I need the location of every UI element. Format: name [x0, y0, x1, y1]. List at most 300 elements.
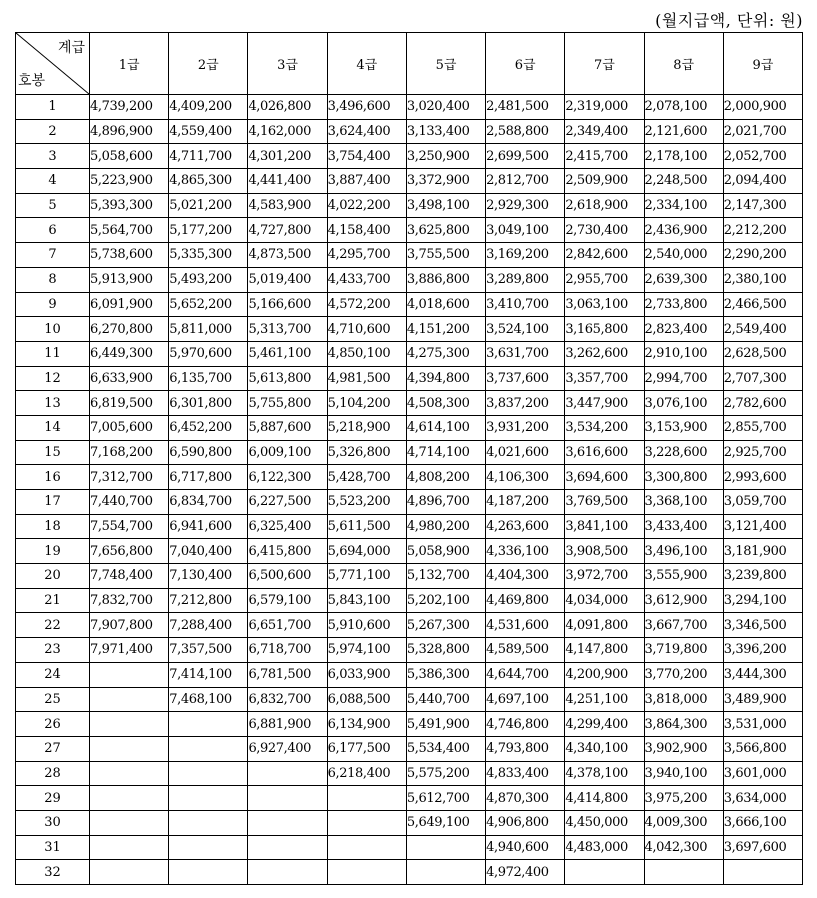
salary-cell: 3,396,200: [723, 638, 802, 663]
salary-cell: 4,187,200: [486, 490, 565, 515]
salary-cell: [565, 860, 644, 885]
step-cell: 13: [16, 391, 90, 416]
salary-cell: [327, 860, 406, 885]
salary-cell: 3,908,500: [565, 539, 644, 564]
step-cell: 8: [16, 267, 90, 292]
salary-cell: 2,993,600: [723, 465, 802, 490]
salary-cell: 3,624,400: [327, 119, 406, 144]
salary-cell: 4,508,300: [406, 391, 485, 416]
salary-cell: 3,534,200: [565, 415, 644, 440]
step-cell: 22: [16, 613, 90, 638]
salary-cell: 3,498,100: [406, 193, 485, 218]
salary-cell: 2,707,300: [723, 366, 802, 391]
step-cell: 11: [16, 341, 90, 366]
salary-cell: 5,843,100: [327, 588, 406, 613]
salary-cell: 5,491,900: [406, 712, 485, 737]
step-cell: 19: [16, 539, 90, 564]
salary-cell: 3,049,100: [486, 218, 565, 243]
salary-cell: [90, 687, 169, 712]
salary-cell: 3,346,500: [723, 613, 802, 638]
table-row: [16, 218, 803, 243]
salary-cell: 4,850,100: [327, 341, 406, 366]
salary-cell: [169, 761, 248, 786]
salary-cell: 6,301,800: [169, 391, 248, 416]
salary-cell: 4,394,800: [406, 366, 485, 391]
salary-cell: [90, 835, 169, 860]
salary-cell: 3,634,000: [723, 786, 802, 811]
salary-cell: 2,955,700: [565, 267, 644, 292]
table-row: [16, 613, 803, 638]
salary-cell: 3,737,600: [486, 366, 565, 391]
salary-cell: 6,834,700: [169, 490, 248, 515]
table-row: [16, 366, 803, 391]
salary-cell: 3,666,100: [723, 810, 802, 835]
table-row: [16, 391, 803, 416]
salary-cell: 6,452,200: [169, 415, 248, 440]
salary-cell: 3,818,000: [644, 687, 723, 712]
salary-cell: 3,357,700: [565, 366, 644, 391]
salary-cell: 6,941,600: [169, 514, 248, 539]
table-row: [16, 267, 803, 292]
salary-cell: 4,414,800: [565, 786, 644, 811]
salary-cell: 2,588,800: [486, 119, 565, 144]
salary-cell: 4,018,600: [406, 292, 485, 317]
salary-cell: 7,832,700: [90, 588, 169, 613]
salary-cell: 2,248,500: [644, 169, 723, 194]
salary-cell: 4,644,700: [486, 662, 565, 687]
salary-cell: 4,865,300: [169, 169, 248, 194]
salary-cell: 4,833,400: [486, 761, 565, 786]
salary-cell: 7,040,400: [169, 539, 248, 564]
salary-cell: 5,428,700: [327, 465, 406, 490]
salary-cell: 3,121,400: [723, 514, 802, 539]
salary-cell: 2,910,100: [644, 341, 723, 366]
salary-cell: 3,694,600: [565, 465, 644, 490]
salary-cell: 7,440,700: [90, 490, 169, 515]
grade-header-2: 2급: [169, 33, 248, 95]
salary-cell: 5,313,700: [248, 317, 327, 342]
salary-cell: 4,026,800: [248, 95, 327, 120]
salary-cell: 6,651,700: [248, 613, 327, 638]
salary-cell: 7,907,800: [90, 613, 169, 638]
salary-cell: 4,793,800: [486, 736, 565, 761]
salary-cell: 3,496,100: [644, 539, 723, 564]
salary-table: [15, 32, 803, 885]
salary-cell: 7,130,400: [169, 564, 248, 589]
salary-cell: 7,212,800: [169, 588, 248, 613]
salary-cell: 6,781,500: [248, 662, 327, 687]
salary-cell: 5,887,600: [248, 415, 327, 440]
salary-cell: [723, 860, 802, 885]
salary-cell: 5,326,800: [327, 440, 406, 465]
table-row: [16, 810, 803, 835]
salary-cell: 3,755,500: [406, 243, 485, 268]
salary-cell: 4,711,700: [169, 144, 248, 169]
salary-cell: 5,611,500: [327, 514, 406, 539]
step-cell: 30: [16, 810, 90, 835]
salary-cell: [90, 810, 169, 835]
salary-cell: 4,433,700: [327, 267, 406, 292]
salary-cell: 4,295,700: [327, 243, 406, 268]
salary-cell: [169, 736, 248, 761]
salary-cell: 3,250,900: [406, 144, 485, 169]
salary-cell: 2,147,300: [723, 193, 802, 218]
salary-cell: 6,091,900: [90, 292, 169, 317]
salary-cell: 4,714,100: [406, 440, 485, 465]
table-row: [16, 638, 803, 663]
salary-cell: 4,697,100: [486, 687, 565, 712]
table-row: [16, 539, 803, 564]
salary-cell: 6,819,500: [90, 391, 169, 416]
salary-cell: 3,496,600: [327, 95, 406, 120]
salary-cell: [327, 810, 406, 835]
salary-cell: 4,808,200: [406, 465, 485, 490]
salary-cell: [327, 786, 406, 811]
salary-cell: 3,228,600: [644, 440, 723, 465]
salary-cell: 4,559,400: [169, 119, 248, 144]
grade-header-4: 4급: [327, 33, 406, 95]
salary-cell: 3,616,600: [565, 440, 644, 465]
salary-cell: 4,583,900: [248, 193, 327, 218]
salary-cell: [169, 860, 248, 885]
salary-cell: 2,842,600: [565, 243, 644, 268]
salary-cell: 3,940,100: [644, 761, 723, 786]
salary-cell: [406, 860, 485, 885]
salary-cell: 4,450,000: [565, 810, 644, 835]
step-cell: 16: [16, 465, 90, 490]
salary-cell: [644, 860, 723, 885]
salary-cell: 3,444,300: [723, 662, 802, 687]
salary-cell: 4,981,500: [327, 366, 406, 391]
salary-cell: 5,019,400: [248, 267, 327, 292]
salary-cell: [90, 662, 169, 687]
salary-cell: 4,896,900: [90, 119, 169, 144]
salary-cell: 4,251,100: [565, 687, 644, 712]
salary-cell: 2,812,700: [486, 169, 565, 194]
step-cell: 1: [16, 95, 90, 120]
salary-cell: 3,181,900: [723, 539, 802, 564]
salary-cell: 3,020,400: [406, 95, 485, 120]
salary-cell: 6,033,900: [327, 662, 406, 687]
salary-cell: 6,415,800: [248, 539, 327, 564]
salary-cell: 2,121,600: [644, 119, 723, 144]
salary-cell: 4,021,600: [486, 440, 565, 465]
step-cell: 23: [16, 638, 90, 663]
salary-cell: 3,902,900: [644, 736, 723, 761]
salary-cell: 5,910,600: [327, 613, 406, 638]
salary-cell: 3,153,900: [644, 415, 723, 440]
salary-cell: 6,134,900: [327, 712, 406, 737]
salary-cell: 2,178,100: [644, 144, 723, 169]
salary-cell: [90, 736, 169, 761]
salary-cell: 4,299,400: [565, 712, 644, 737]
table-row: [16, 564, 803, 589]
salary-cell: 5,534,400: [406, 736, 485, 761]
salary-cell: 4,873,500: [248, 243, 327, 268]
salary-cell: 3,076,100: [644, 391, 723, 416]
step-cell: 12: [16, 366, 90, 391]
salary-cell: 2,925,700: [723, 440, 802, 465]
salary-cell: 7,312,700: [90, 465, 169, 490]
step-cell: 27: [16, 736, 90, 761]
salary-cell: 5,564,700: [90, 218, 169, 243]
salary-cell: 3,719,800: [644, 638, 723, 663]
salary-cell: 5,218,900: [327, 415, 406, 440]
salary-cell: 3,841,100: [565, 514, 644, 539]
salary-cell: 3,886,800: [406, 267, 485, 292]
salary-cell: [248, 835, 327, 860]
salary-cell: 2,334,100: [644, 193, 723, 218]
salary-cell: 2,380,100: [723, 267, 802, 292]
salary-cell: 5,974,100: [327, 638, 406, 663]
salary-cell: 4,158,400: [327, 218, 406, 243]
salary-cell: 2,733,800: [644, 292, 723, 317]
salary-cell: 2,509,900: [565, 169, 644, 194]
salary-cell: [248, 810, 327, 835]
salary-cell: 5,132,700: [406, 564, 485, 589]
salary-cell: 7,414,100: [169, 662, 248, 687]
table-row: [16, 292, 803, 317]
grade-axis-label: 계급: [57, 40, 85, 56]
salary-cell: 3,262,600: [565, 341, 644, 366]
salary-cell: 5,393,300: [90, 193, 169, 218]
salary-cell: 7,005,600: [90, 415, 169, 440]
table-row: [16, 243, 803, 268]
salary-cell: 2,549,400: [723, 317, 802, 342]
salary-cell: 3,555,900: [644, 564, 723, 589]
table-row: [16, 490, 803, 515]
step-cell: 28: [16, 761, 90, 786]
salary-cell: 3,566,800: [723, 736, 802, 761]
salary-cell: 6,449,300: [90, 341, 169, 366]
step-cell: 17: [16, 490, 90, 515]
salary-cell: 3,769,500: [565, 490, 644, 515]
salary-cell: 3,410,700: [486, 292, 565, 317]
salary-cell: 2,436,900: [644, 218, 723, 243]
salary-cell: 3,754,400: [327, 144, 406, 169]
table-row: [16, 761, 803, 786]
salary-cell: 6,088,500: [327, 687, 406, 712]
salary-cell: 2,212,200: [723, 218, 802, 243]
salary-cell: 5,386,300: [406, 662, 485, 687]
salary-cell: 4,042,300: [644, 835, 723, 860]
salary-cell: 3,165,800: [565, 317, 644, 342]
salary-cell: 7,748,400: [90, 564, 169, 589]
salary-cell: 5,523,200: [327, 490, 406, 515]
salary-cell: 2,855,700: [723, 415, 802, 440]
salary-cell: 4,263,600: [486, 514, 565, 539]
salary-cell: 5,104,200: [327, 391, 406, 416]
salary-cell: 3,601,000: [723, 761, 802, 786]
salary-cell: 6,590,800: [169, 440, 248, 465]
salary-cell: 6,832,700: [248, 687, 327, 712]
salary-cell: 2,628,500: [723, 341, 802, 366]
salary-cell: 4,739,200: [90, 95, 169, 120]
salary-cell: 5,461,100: [248, 341, 327, 366]
salary-cell: 6,218,400: [327, 761, 406, 786]
salary-cell: 6,009,100: [248, 440, 327, 465]
salary-cell: 4,531,600: [486, 613, 565, 638]
salary-cell: 3,169,200: [486, 243, 565, 268]
salary-cell: 4,906,800: [486, 810, 565, 835]
table-row: [16, 662, 803, 687]
table-row: [16, 514, 803, 539]
step-cell: 25: [16, 687, 90, 712]
salary-cell: 4,034,000: [565, 588, 644, 613]
salary-cell: 3,931,200: [486, 415, 565, 440]
table-row: [16, 465, 803, 490]
grade-header-9: 9급: [723, 33, 802, 95]
salary-cell: 5,440,700: [406, 687, 485, 712]
step-cell: 9: [16, 292, 90, 317]
step-cell: 15: [16, 440, 90, 465]
salary-cell: 2,618,900: [565, 193, 644, 218]
table-row: [16, 95, 803, 120]
salary-cell: 5,575,200: [406, 761, 485, 786]
salary-cell: 3,631,700: [486, 341, 565, 366]
salary-cell: 3,133,400: [406, 119, 485, 144]
salary-cell: 5,493,200: [169, 267, 248, 292]
salary-cell: 3,063,100: [565, 292, 644, 317]
table-row: [16, 440, 803, 465]
salary-cell: [169, 712, 248, 737]
salary-cell: [248, 786, 327, 811]
table-row: [16, 119, 803, 144]
salary-cell: 4,870,300: [486, 786, 565, 811]
salary-cell: 4,746,800: [486, 712, 565, 737]
salary-cell: [90, 860, 169, 885]
salary-cell: 5,649,100: [406, 810, 485, 835]
salary-cell: 3,294,100: [723, 588, 802, 613]
salary-cell: 2,094,400: [723, 169, 802, 194]
salary-cell: [248, 761, 327, 786]
salary-cell: 5,970,600: [169, 341, 248, 366]
salary-cell: 2,078,100: [644, 95, 723, 120]
salary-cell: [169, 835, 248, 860]
salary-cell: 6,579,100: [248, 588, 327, 613]
salary-cell: 3,059,700: [723, 490, 802, 515]
salary-cell: [169, 786, 248, 811]
salary-cell: 5,613,800: [248, 366, 327, 391]
salary-cell: 4,301,200: [248, 144, 327, 169]
salary-cell: 4,091,800: [565, 613, 644, 638]
salary-cell: 3,667,700: [644, 613, 723, 638]
salary-cell: 2,782,600: [723, 391, 802, 416]
salary-cell: 4,404,300: [486, 564, 565, 589]
table-row: [16, 415, 803, 440]
salary-cell: [169, 810, 248, 835]
salary-cell: 2,540,000: [644, 243, 723, 268]
step-cell: 10: [16, 317, 90, 342]
salary-cell: 5,738,600: [90, 243, 169, 268]
salary-cell: 6,500,600: [248, 564, 327, 589]
step-cell: 4: [16, 169, 90, 194]
table-row: [16, 341, 803, 366]
salary-cell: 5,652,200: [169, 292, 248, 317]
salary-cell: 5,177,200: [169, 218, 248, 243]
grade-header-7: 7급: [565, 33, 644, 95]
header-row: [16, 33, 803, 95]
salary-cell: 5,021,200: [169, 193, 248, 218]
salary-cell: 3,612,900: [644, 588, 723, 613]
salary-cell: 2,021,700: [723, 119, 802, 144]
salary-cell: 4,009,300: [644, 810, 723, 835]
salary-cell: 2,000,900: [723, 95, 802, 120]
table-row: [16, 317, 803, 342]
salary-cell: 4,727,800: [248, 218, 327, 243]
step-cell: 29: [16, 786, 90, 811]
salary-cell: 5,058,900: [406, 539, 485, 564]
salary-cell: 2,481,500: [486, 95, 565, 120]
salary-cell: 5,811,000: [169, 317, 248, 342]
salary-cell: 5,335,300: [169, 243, 248, 268]
salary-cell: 3,972,700: [565, 564, 644, 589]
salary-cell: 4,409,200: [169, 95, 248, 120]
salary-cell: 3,300,800: [644, 465, 723, 490]
table-row: [16, 835, 803, 860]
salary-cell: 4,614,100: [406, 415, 485, 440]
salary-cell: 2,994,700: [644, 366, 723, 391]
salary-cell: 3,531,000: [723, 712, 802, 737]
salary-cell: [90, 712, 169, 737]
table-row: [16, 712, 803, 737]
salary-cell: 4,940,600: [486, 835, 565, 860]
grade-header-8: 8급: [644, 33, 723, 95]
step-cell: 21: [16, 588, 90, 613]
salary-cell: 6,227,500: [248, 490, 327, 515]
salary-cell: 6,927,400: [248, 736, 327, 761]
step-cell: 7: [16, 243, 90, 268]
salary-cell: 3,524,100: [486, 317, 565, 342]
salary-cell: [248, 860, 327, 885]
table-row: [16, 193, 803, 218]
table-row: [16, 588, 803, 613]
salary-cell: 4,147,800: [565, 638, 644, 663]
table-body: [16, 95, 803, 885]
salary-cell: 5,694,000: [327, 539, 406, 564]
table-row: [16, 144, 803, 169]
salary-cell: 4,483,000: [565, 835, 644, 860]
salary-cell: 5,612,700: [406, 786, 485, 811]
salary-cell: 2,823,400: [644, 317, 723, 342]
salary-cell: 3,770,200: [644, 662, 723, 687]
salary-cell: 6,325,400: [248, 514, 327, 539]
salary-cell: 7,288,400: [169, 613, 248, 638]
salary-cell: 6,881,900: [248, 712, 327, 737]
salary-cell: 2,290,200: [723, 243, 802, 268]
salary-cell: [406, 835, 485, 860]
salary-cell: 4,340,100: [565, 736, 644, 761]
salary-cell: [327, 835, 406, 860]
salary-cell: 7,971,400: [90, 638, 169, 663]
salary-cell: 3,489,900: [723, 687, 802, 712]
salary-cell: 6,270,800: [90, 317, 169, 342]
salary-cell: 2,466,500: [723, 292, 802, 317]
table-row: [16, 736, 803, 761]
step-axis-label: 호봉: [18, 73, 46, 89]
table-row: [16, 860, 803, 885]
salary-cell: 3,289,800: [486, 267, 565, 292]
salary-cell: 3,368,100: [644, 490, 723, 515]
corner-header: [16, 33, 90, 95]
salary-cell: 4,162,000: [248, 119, 327, 144]
salary-cell: 4,151,200: [406, 317, 485, 342]
salary-cell: 5,328,800: [406, 638, 485, 663]
salary-cell: 7,656,800: [90, 539, 169, 564]
step-cell: 32: [16, 860, 90, 885]
salary-cell: 3,239,800: [723, 564, 802, 589]
salary-cell: 4,572,200: [327, 292, 406, 317]
